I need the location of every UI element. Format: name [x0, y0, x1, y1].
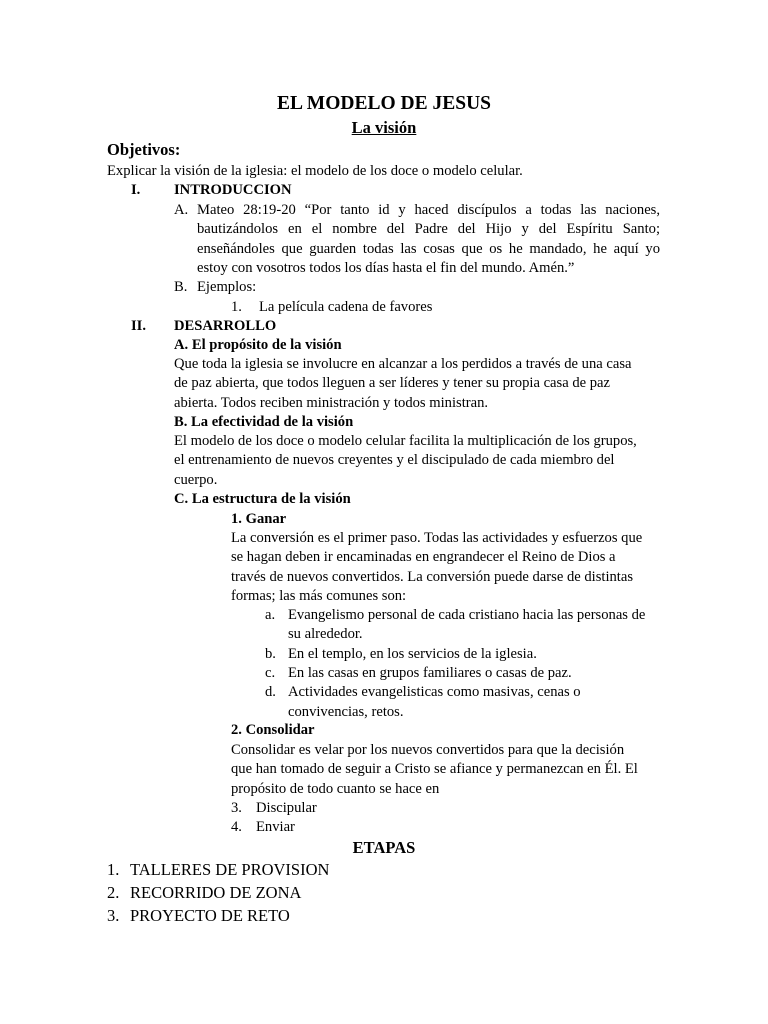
- ejemplo-1-marker: 1.: [231, 299, 242, 315]
- item-b-marker: B.: [174, 279, 188, 295]
- enviar-text: Enviar: [256, 819, 295, 835]
- ganar-line: través de nuevos convertidos. La conversión puede darse de distintas: [231, 568, 634, 585]
- enviar-marker: 4.: [231, 819, 242, 835]
- ganar-item-text: En las casas en grupos familiares o casas de paz.: [288, 665, 572, 681]
- proposito-line: de paz abierta, que todos lleguen a ser líderes y tener su propia casa de paz: [174, 375, 611, 392]
- ganar-line: formas; las más comunes son:: [231, 588, 407, 605]
- ganar-line: se hagan deben ir encaminadas en engrandecer el Reino de Dios a: [231, 549, 616, 566]
- efectividad-line: el entrenamiento de nuevos creyentes y el discipulado de cada miembro del: [174, 452, 615, 469]
- ganar-item-text: Actividades evangelisticas como masivas, cenas o: [288, 684, 581, 700]
- ganar-item-marker: c.: [265, 665, 276, 681]
- ejemplo-1-text: La película cadena de favores: [259, 299, 433, 315]
- efectividad-heading: B. La efectividad de la visión: [174, 414, 354, 430]
- mateo-quote-line: Mateo 28:19-20 “Por tanto id y haced discípulos a todas las naciones,: [197, 202, 660, 218]
- section-2-title: DESARROLLO: [174, 318, 277, 334]
- mateo-quote-line: bautizándolos en el nombre del Padre del Hijo y del Espíritu Santo;: [197, 221, 660, 238]
- section-1-number: I.: [131, 182, 141, 198]
- consolidar-line: propósito de todo cuanto se hace en: [231, 780, 440, 797]
- consolidar-line: que han tomado de seguir a Cristo se afiance y permanezcan en Él. El: [231, 761, 638, 778]
- etapa-marker: 1.: [107, 860, 120, 879]
- etapa-marker: 3.: [107, 906, 120, 925]
- mateo-quote: [197, 201, 660, 279]
- section-2-number: II.: [131, 318, 147, 334]
- proposito-paragraph: [174, 355, 631, 413]
- discipular-text: Discipular: [256, 800, 317, 816]
- etapa-text: RECORRIDO DE ZONA: [130, 883, 302, 902]
- efectividad-line: El modelo de los doce o modelo celular facilita la multiplicación de los grupos,: [174, 433, 637, 449]
- objetivos-text: Explicar la visión de la iglesia: el modelo de los doce o modelo celular.: [107, 163, 523, 179]
- efectividad-paragraph: [174, 432, 637, 490]
- ganar-line: La conversión es el primer paso. Todas las actividades y esfuerzos que: [231, 530, 643, 546]
- consolidar-paragraph: [231, 741, 638, 799]
- etapas-heading: ETAPAS: [352, 838, 416, 857]
- consolidar-heading: 2. Consolidar: [231, 722, 315, 738]
- item-a-marker: A.: [174, 202, 189, 218]
- proposito-line: abierta. Todos reciben ministración y todos ministran.: [174, 394, 489, 411]
- document-subtitle: La visión: [351, 118, 417, 137]
- etapa-marker: 2.: [107, 883, 120, 902]
- etapa-text: TALLERES DE PROVISION: [130, 860, 330, 879]
- ganar-item-marker: d.: [265, 684, 276, 700]
- etapa-text: PROYECTO DE RETO: [130, 906, 290, 925]
- ganar-item-text: Evangelismo personal de cada cristiano hacia las personas de: [288, 607, 646, 623]
- ganar-item-text: En el templo, en los servicios de la iglesia.: [288, 646, 537, 662]
- consolidar-line: Consolidar es velar por los nuevos convertidos para que la decisión: [231, 742, 625, 758]
- ejemplos-label: Ejemplos:: [197, 279, 257, 295]
- ganar-item-marker: a.: [265, 607, 276, 623]
- section-1-title: INTRODUCCION: [174, 182, 292, 198]
- ganar-item-text: su alrededor.: [288, 626, 363, 642]
- ganar-paragraph: [231, 529, 642, 607]
- proposito-line: Que toda la iglesia se involucre en alcanzar a los perdidos a través de una casa: [174, 356, 632, 372]
- ganar-item-marker: b.: [265, 646, 276, 662]
- mateo-quote-line: estoy con vosotros todos los días hasta el fin del mundo. Amén.”: [197, 260, 575, 277]
- estructura-heading: C. La estructura de la visión: [174, 491, 351, 507]
- ganar-item-text: convivencias, retos.: [288, 704, 404, 720]
- mateo-quote-line: enseñándoles que guarden todas las cosas que os he mandado, he aquí yo: [197, 240, 660, 257]
- objetivos-heading: Objetivos:: [107, 140, 181, 159]
- efectividad-line: cuerpo.: [174, 471, 218, 488]
- discipular-marker: 3.: [231, 800, 242, 816]
- proposito-heading: A. El propósito de la visión: [174, 337, 342, 353]
- document-title: EL MODELO DE JESUS: [276, 93, 491, 114]
- ganar-heading: 1. Ganar: [231, 511, 287, 527]
